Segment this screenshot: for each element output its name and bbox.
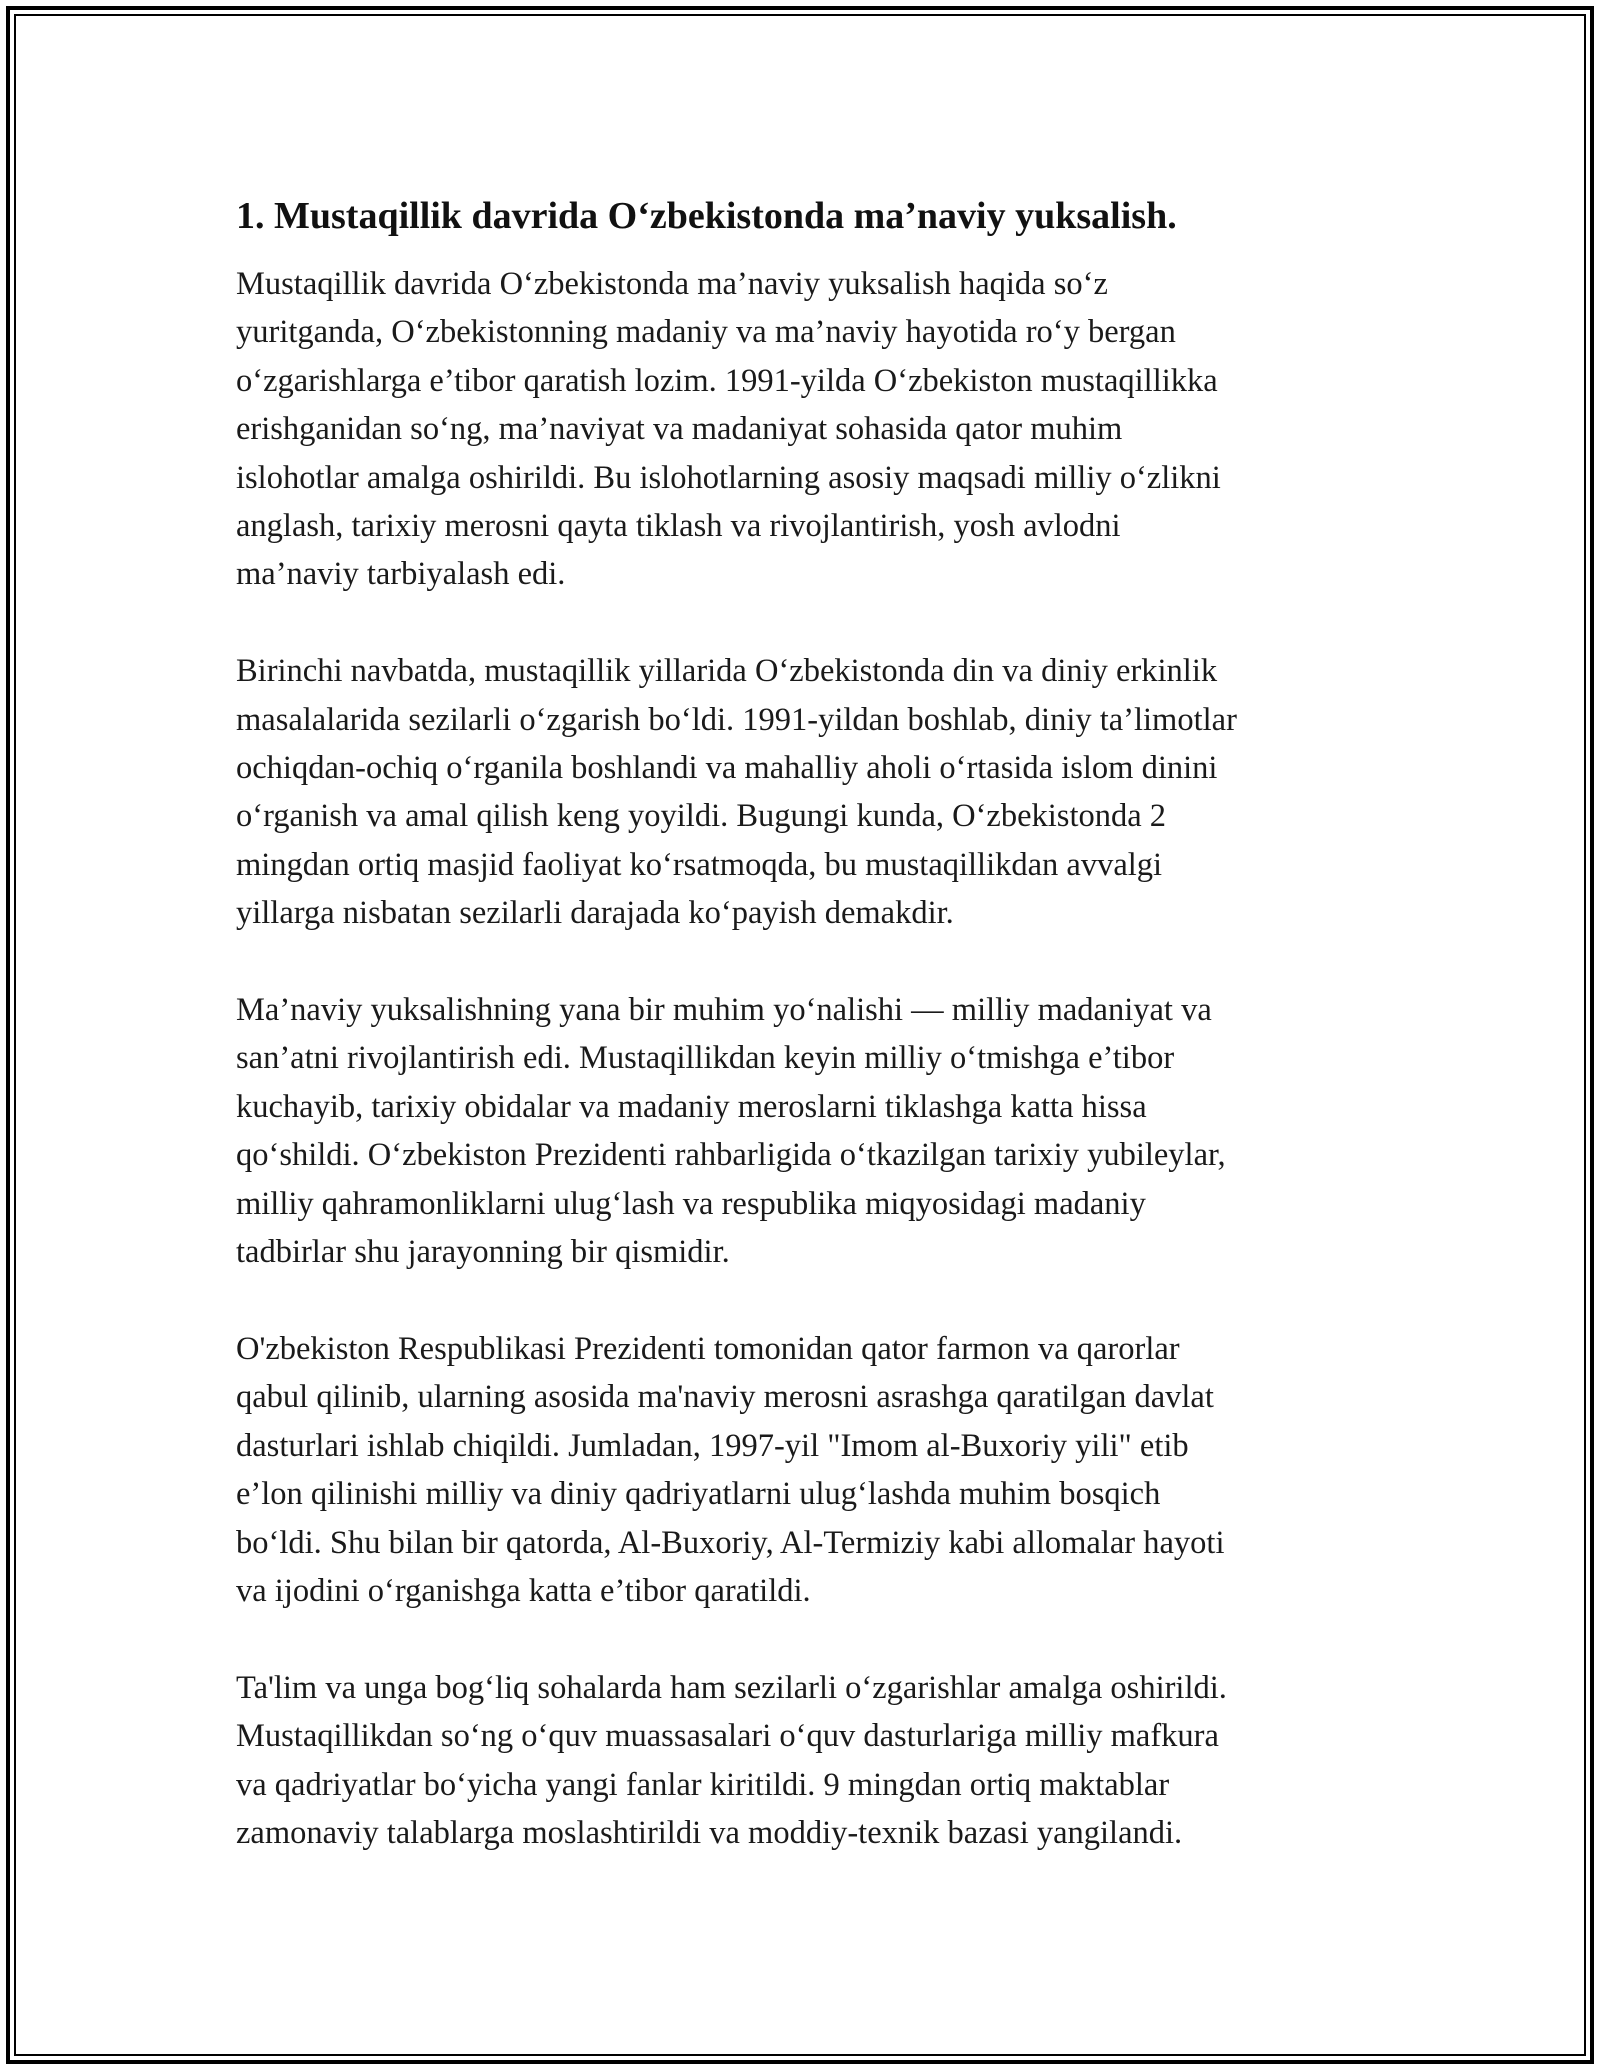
document-body: [236, 186, 1386, 1906]
paragraph-line: Ma’naviy yuksalishning yana bir muhim yo‘nalishi — milliy madaniyat va: [236, 992, 1212, 1029]
paragraph-line: anglash, tarixiy merosni qayta tiklash va rivojlantirish, yosh avlodni: [236, 508, 1121, 545]
paragraph-line: dasturlari ishlab chiqildi. Jumladan, 1997-yil "Imom al-Buxoriy yili" etib: [236, 1427, 1189, 1464]
paragraph-line: e’lon qilinishi milliy va diniy qadriyatlarni ulug‘lashda muhim bosqich: [236, 1476, 1161, 1513]
paragraph-line: kuchayib, tarixiy obidalar va madaniy meroslarni tiklashga katta hissa: [236, 1088, 1147, 1125]
paragraph-line: san’atni rivojlantirish edi. Mustaqillikdan keyin milliy o‘tmishga e’tibor: [236, 1040, 1175, 1077]
paragraph-line: o‘zgarishlarga e’tibor qaratish lozim. 1991-yilda O‘zbekiston mustaqillikka: [236, 362, 1218, 399]
paragraph-line: O'zbekiston Respublikasi Prezidenti tomonidan qator farmon va qarorlar: [236, 1330, 1180, 1367]
paragraph-line: erishganidan so‘ng, ma’naviyat va madaniyat sohasida qator muhim: [236, 411, 1123, 448]
paragraph-line: zamonaviy talablarga moslashtirildi va moddiy-texnik bazasi yangilandi.: [236, 1814, 1183, 1851]
paragraph-line: qo‘shildi. O‘zbekiston Prezidenti rahbarligida o‘tkazilgan tarixiy yubileylar,: [236, 1137, 1226, 1174]
paragraph-1: [236, 260, 1386, 599]
paragraph-line: qabul qilinib, ularning asosida ma'naviy merosni asrashga qaratilgan davlat: [236, 1379, 1214, 1416]
paragraph-4: [236, 1325, 1386, 1615]
paragraph-line: masalalarida sezilarli o‘zgarish bo‘ldi. 1991-yildan boshlab, diniy ta’limotlar: [236, 701, 1237, 738]
paragraph-line: Mustaqillikdan so‘ng o‘quv muassasalari o‘quv dasturlariga milliy mafkura: [236, 1718, 1219, 1755]
document-heading: 1. Mustaqillik davrida O‘zbekistonda ma’naviy yuksalish.: [236, 195, 1177, 237]
paragraph-3: [236, 986, 1386, 1276]
paragraph-line: islohotlar amalga oshirildi. Bu islohotlarning asosiy maqsadi milliy o‘zlikni: [236, 459, 1221, 496]
paragraph-line: yuritganda, O‘zbekistonning madaniy va ma’naviy hayotida ro‘y bergan: [236, 314, 1176, 351]
paragraph-line: va ijodini o‘rganishga katta e’tibor qaratildi.: [236, 1572, 811, 1609]
paragraph-line: milliy qahramonliklarni ulug‘lash va respublika miqyosidagi madaniy: [236, 1185, 1146, 1222]
paragraph-line: o‘rganish va amal qilish keng yoyildi. Bugungi kunda, O‘zbekistonda 2: [236, 798, 1167, 835]
paragraph-line: tadbirlar shu jarayonning bir qismidir.: [236, 1234, 730, 1271]
paragraph-line: va qadriyatlar bo‘yicha yangi fanlar kiritildi. 9 mingdan ortiq maktablar: [236, 1766, 1170, 1803]
paragraph-line: Birinchi navbatda, mustaqillik yillarida O‘zbekistonda din va diniy erkinlik: [236, 653, 1218, 690]
paragraph-line: ma’naviy tarbiyalash edi.: [236, 556, 566, 593]
paragraph-line: Ta'lim va unga bog‘liq sohalarda ham sezilarli o‘zgarishlar amalga oshirildi.: [236, 1669, 1227, 1706]
paragraph-line: bo‘ldi. Shu bilan bir qatorda, Al-Buxoriy, Al-Termiziy kabi allomalar hayoti: [236, 1524, 1225, 1561]
paragraph-line: yillarga nisbatan sezilarli darajada ko‘payish demakdir.: [236, 895, 954, 932]
paragraph-line: Mustaqillik davrida O‘zbekistonda ma’naviy yuksalish haqida so‘z: [236, 266, 1108, 302]
paragraph-line: mingdan ortiq masjid faoliyat ko‘rsatmoqda, bu mustaqillikdan avvalgi: [236, 846, 1163, 883]
paragraph-line: ochiqdan-ochiq o‘rganila boshlandi va mahalliy aholi o‘rtasida islom dinini: [236, 750, 1218, 787]
paragraph-2: [236, 647, 1386, 937]
paragraph-5: [236, 1664, 1386, 1858]
